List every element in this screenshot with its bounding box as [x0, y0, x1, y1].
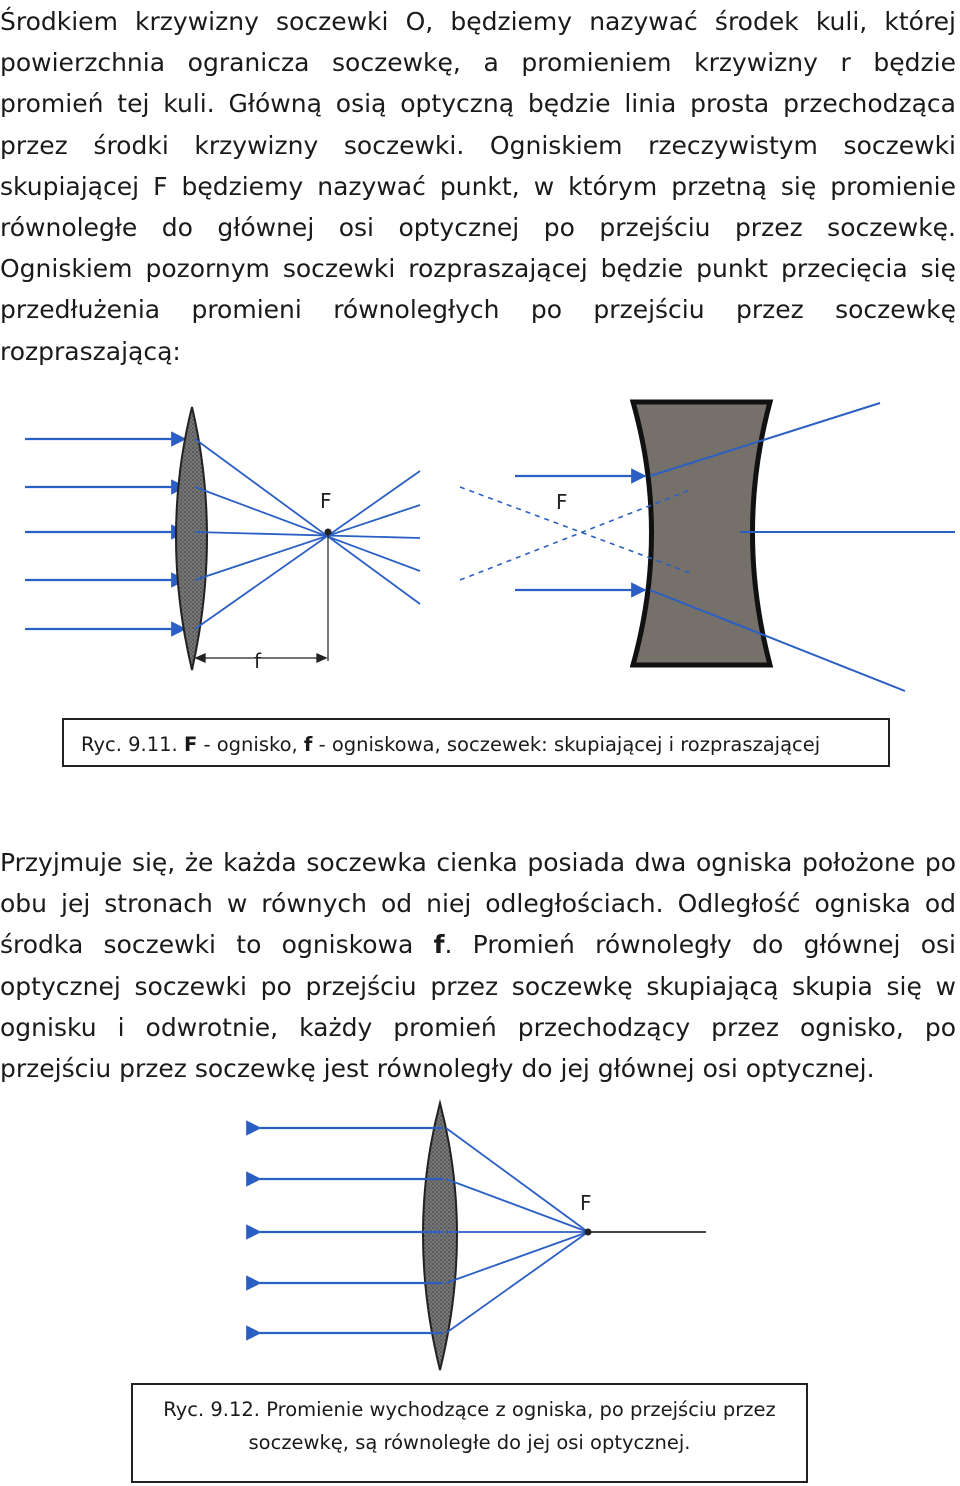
caption-mid: - ognisko,: [197, 733, 304, 756]
focus-label: F: [580, 1191, 592, 1215]
incoming-rays-diverging: [515, 476, 645, 590]
caption-focus-symbol: F: [183, 733, 198, 756]
incoming-rays-converging: [25, 439, 185, 629]
paragraph2-part2: . Promień równoległy do głównej osi optycznej soczewki po przejściu przez soczewkę skupiającą skupia się w ognisku i odwrotnie, każdy promień przechodzący przez ognisko, po przejściu przez soczewkę jest równoległy do jej głównej osi optycznej.: [0, 930, 957, 1084]
paragraph2-focal-symbol: f: [433, 930, 445, 960]
converging-focus-label: F: [320, 489, 332, 513]
focus-point: [585, 1229, 592, 1236]
rays-from-focus: [446, 1128, 588, 1333]
diverging-focus-label: F: [556, 490, 568, 514]
figure-caption-9-12: Ryc. 9.12. Promienie wychodzące z ogniska, po przejściu przez soczewkę, są równoległe do jej osi optycznej.: [131, 1383, 808, 1483]
converging-lens-shape: [423, 1103, 457, 1370]
paragraph-focal-length: [0, 842, 956, 1089]
parallel-rays-left: [260, 1128, 443, 1333]
paragraph2-part1: Przyjmuje się, że każda soczewka cienka posiada dwa ogniska położone po obu jej stronach w równych od niej odległościach. Odległość ogniska od środka soczewki to ogniskowa: [0, 848, 956, 960]
refracted-rays-converging: [195, 439, 420, 629]
diverging-lens-shape: [633, 402, 770, 665]
converging-focus-point: [325, 529, 332, 536]
caption-prefix: Ryc. 9.11.: [81, 733, 184, 756]
figure-converging-diverging-lenses: [0, 395, 960, 705]
figure-caption-9-11: [62, 718, 890, 767]
figure-rays-from-focus: [0, 1095, 960, 1385]
paragraph-lens-definitions: Środkiem krzywizny soczewki O, będziemy nazywać środek kuli, której powierzchnia ogranicza soczewkę, a promieniem krzywizny r będzie promień tej kuli. Główną osią optyczną będzie linia prosta przechodząca przez środki krzywizny soczewki. Ogniskiem rzeczywistym soczewki skupiającej F będziemy nazywać punkt, w którym przetną się promienie równoległe do głównej osi optycznej po przejściu przez soczewkę. Ogniskiem pozornym soczewki rozpraszającej będzie punkt przecięcia się przedłużenia promieni równoległych po przejściu przez soczewkę rozpraszającą:: [0, 7, 956, 366]
converging-lens-shape: [176, 407, 207, 670]
caption-rest: - ogniskowa, soczewek: skupiającej i rozpraszającej: [312, 733, 821, 756]
focal-length-label: f: [254, 649, 262, 673]
caption-focal-length-symbol: f: [303, 733, 313, 756]
